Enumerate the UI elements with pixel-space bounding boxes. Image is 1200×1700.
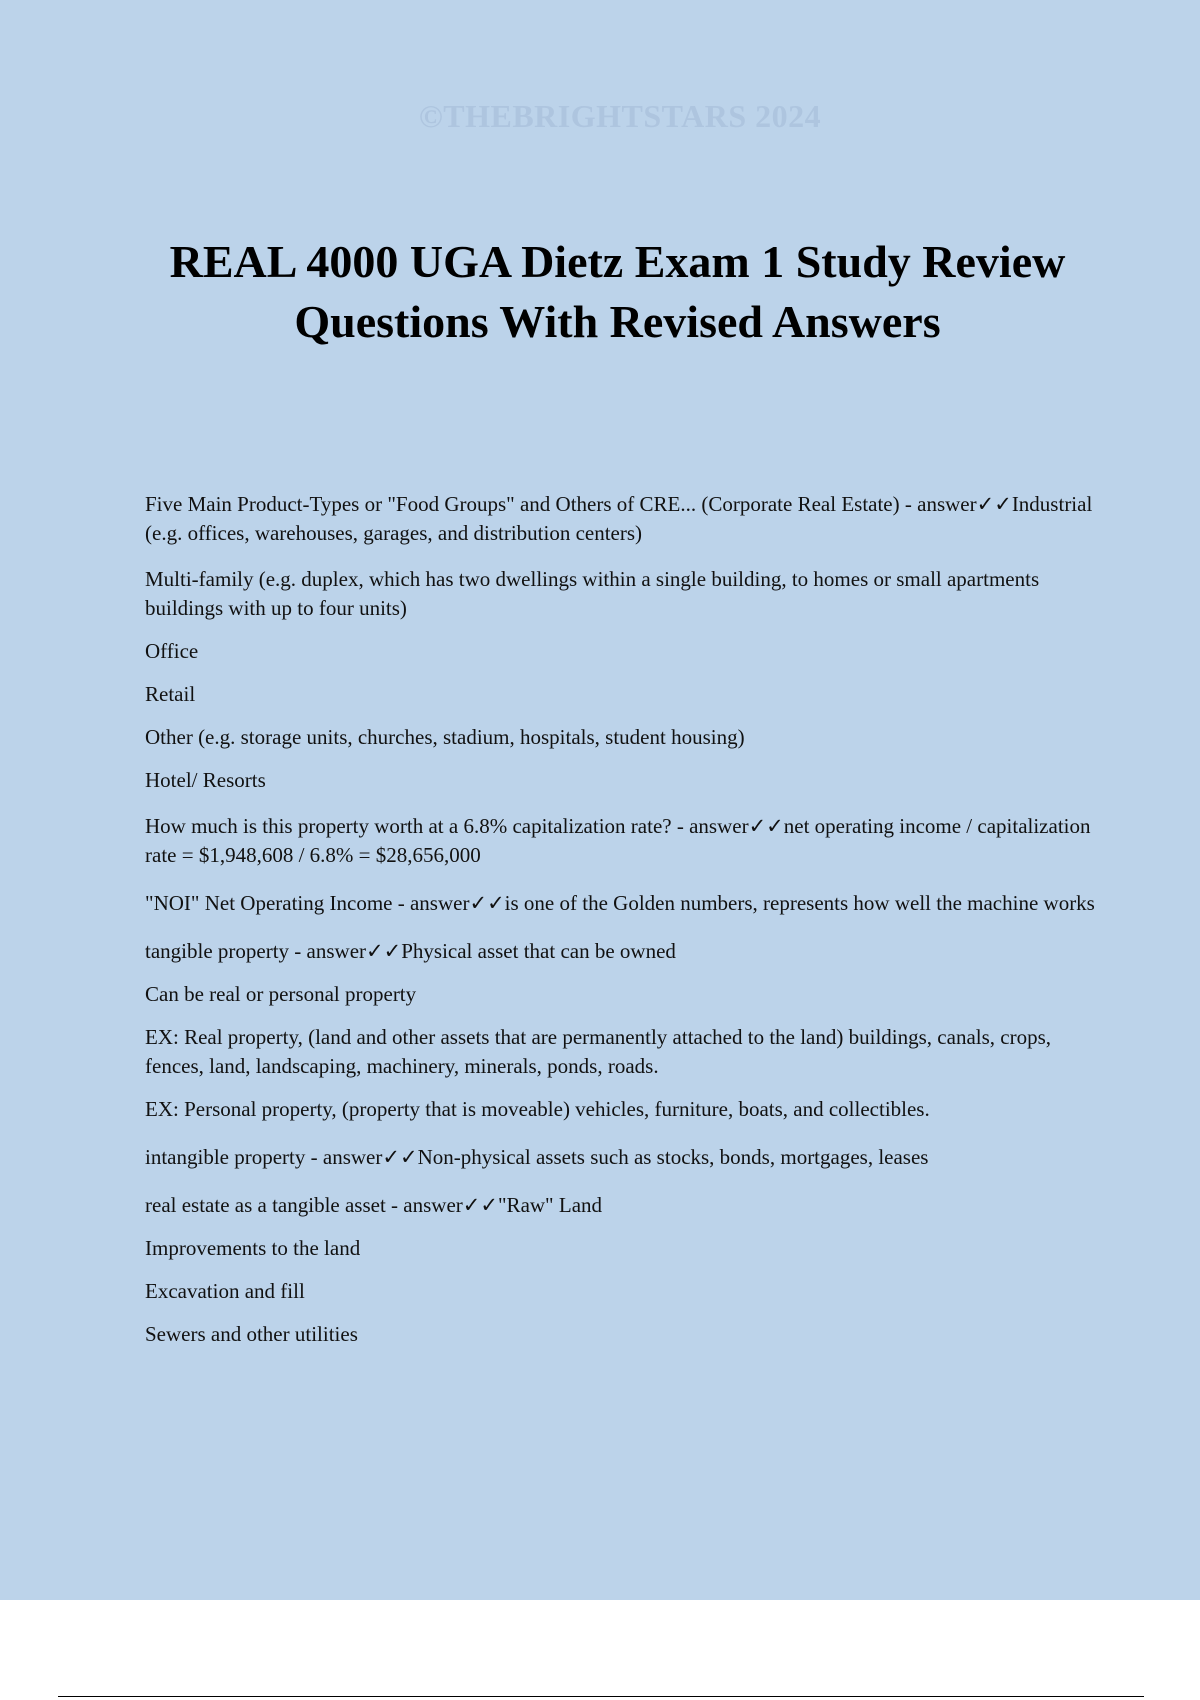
paragraph	[145, 1143, 1095, 1172]
paragraph	[145, 490, 1095, 548]
answer-marker: answer	[306, 939, 367, 963]
paragraph: EX: Real property, (land and other assets that are permanently attached to the land) buildings, canals, crops, fences, land, landscaping, machinery, minerals, ponds, roads.	[145, 1025, 1052, 1078]
paragraph	[145, 937, 1095, 966]
answer-marker: answer	[917, 492, 977, 516]
double-check-icon: ✓✓	[748, 814, 784, 838]
answer-text: "Raw" Land	[497, 1193, 603, 1217]
answer-marker: answer	[403, 1193, 463, 1217]
answer-text: is one of the Golden numbers, represents how well the machine works	[504, 891, 1095, 915]
paragraph	[145, 889, 1095, 918]
paragraph	[145, 812, 1095, 870]
question-text: intangible property -	[145, 1145, 323, 1169]
paragraph: Office	[145, 639, 199, 663]
answer-marker: answer	[409, 891, 470, 915]
paragraph: Improvements to the land	[145, 1236, 361, 1260]
question-text: tangible property -	[145, 939, 307, 963]
question-text: Five Main Product-Types or "Food Groups" and Others of CRE... (Corporate Real Estate) -	[145, 492, 918, 516]
paragraph: Multi-family (e.g. duplex, which has two dwellings within a single building, to homes or small apartments buildings with up to four units)	[145, 567, 1040, 620]
footer-divider	[58, 1696, 1144, 1697]
paragraph: Retail	[145, 682, 196, 706]
double-check-icon: ✓✓	[366, 939, 402, 963]
question-text: How much is this property worth at a 6.8% capitalization rate? -	[145, 814, 690, 838]
answer-marker: answer	[689, 814, 749, 838]
question-text: "NOI" Net Operating Income -	[145, 891, 410, 915]
document-title: REAL 4000 UGA Dietz Exam 1 Study Review Questions With Revised Answers	[169, 236, 1066, 347]
watermark: ©THEBRIGHTSTARS 2024	[418, 98, 822, 134]
double-check-icon: ✓✓	[462, 1193, 498, 1217]
document-body	[145, 490, 1095, 1363]
answer-text: Physical asset that can be owned	[401, 939, 676, 963]
paragraph: Excavation and fill	[145, 1279, 305, 1303]
paragraph: Other (e.g. storage units, churches, stadium, hospitals, student housing)	[145, 725, 745, 749]
answer-marker: answer	[322, 1145, 383, 1169]
paragraph: Sewers and other utilities	[145, 1322, 358, 1346]
paragraph: Hotel/ Resorts	[145, 768, 266, 792]
answer-text: net operating income / capitalization rate = $1,948,608 / 6.8% = $28,656,000	[145, 814, 1091, 867]
answer-text: Non-physical assets such as stocks, bonds, mortgages, leases	[417, 1145, 929, 1169]
paragraph: Can be real or personal property	[145, 982, 417, 1006]
paragraph: EX: Personal property, (property that is moveable) vehicles, furniture, boats, and collectibles.	[145, 1097, 930, 1121]
double-check-icon: ✓✓	[469, 891, 505, 915]
question-text: real estate as a tangible asset -	[145, 1193, 404, 1217]
paragraph	[145, 1191, 1095, 1220]
double-check-icon: ✓✓	[382, 1145, 418, 1169]
double-check-icon: ✓✓	[976, 492, 1012, 516]
answer-text: Industrial (e.g. offices, warehouses, garages, and distribution centers)	[145, 492, 1093, 545]
